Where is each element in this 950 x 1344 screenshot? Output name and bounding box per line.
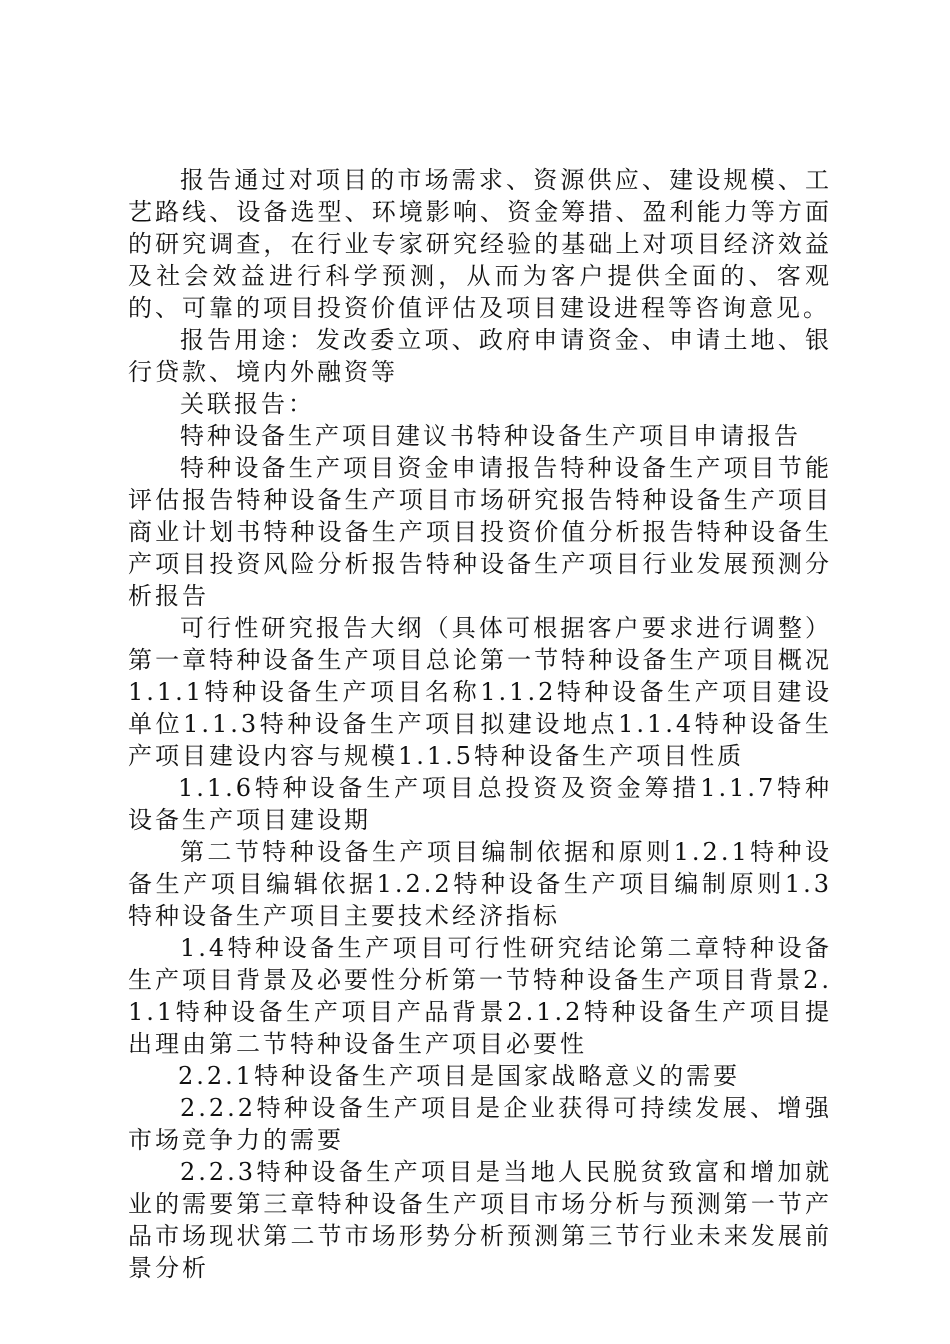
- paragraph-outline-1-1-6: 1.1.6特种设备生产项目总投资及资金筹措1.1.7特种设备生产项目建设期: [128, 774, 832, 834]
- paragraph-report-usage: 报告用途：发改委立项、政府申请资金、申请土地、银行贷款、境内外融资等: [128, 326, 832, 386]
- paragraph-outline-1-4: 1.4特种设备生产项目可行性研究结论第二章特种设备生产项目背景及必要性分析第一节特种设备生产项目背景2.1.1特种设备生产项目产品背景2.1.2特种设备生产项目提出理由第二节特种设备生产项目必要性: [128, 934, 832, 1058]
- paragraph-outline-2-2-1: 2.2.1特种设备生产项目是国家战略意义的需要: [178, 1062, 741, 1090]
- document-body: [128, 164, 832, 1284]
- paragraph-outline-2-2-3: 2.2.3特种设备生产项目是当地人民脱贫致富和增加就业的需要第三章特种设备生产项目市场分析与预测第一节产品市场现状第二节市场形势分析预测第三节行业未来发展前景分析: [128, 1158, 832, 1282]
- paragraph-related-reports-list: 特种设备生产项目资金申请报告特种设备生产项目节能评估报告特种设备生产项目市场研究报告特种设备生产项目商业计划书特种设备生产项目投资价值分析报告特种设备生产项目投资风险分析报告特种设备生产项目行业发展预测分析报告: [128, 454, 832, 610]
- paragraph-outline-section2: 第二节特种设备生产项目编制依据和原则1.2.1特种设备生产项目编辑依据1.2.2特种设备生产项目编制原则1.3特种设备生产项目主要技术经济指标: [128, 838, 832, 930]
- paragraph-report-overview: 报告通过对项目的市场需求、资源供应、建设规模、工艺路线、设备选型、环境影响、资金筹措、盈利能力等方面的研究调查，在行业专家研究经验的基础上对项目经济效益及社会效益进行科学预测，从而为客户提供全面的、客观的、可靠的项目投资价值评估及项目建设进程等咨询意见。: [128, 166, 832, 322]
- paragraph-outline-2-2-2: 2.2.2特种设备生产项目是企业获得可持续发展、增强市场竞争力的需要: [128, 1094, 832, 1154]
- paragraph-outline-chapter1: 可行性研究报告大纲（具体可根据客户要求进行调整）第一章特种设备生产项目总论第一节特种设备生产项目概况1.1.1特种设备生产项目名称1.1.2特种设备生产项目建设单位1.1.3特种设备生产项目拟建设地点1.1.4特种设备生产项目建设内容与规模1.1.5特种设备生产项目性质: [128, 614, 832, 770]
- paragraph-related-reports-label: 关联报告：: [180, 390, 315, 418]
- paragraph-related-reports-line1: 特种设备生产项目建议书特种设备生产项目申请报告: [180, 422, 801, 450]
